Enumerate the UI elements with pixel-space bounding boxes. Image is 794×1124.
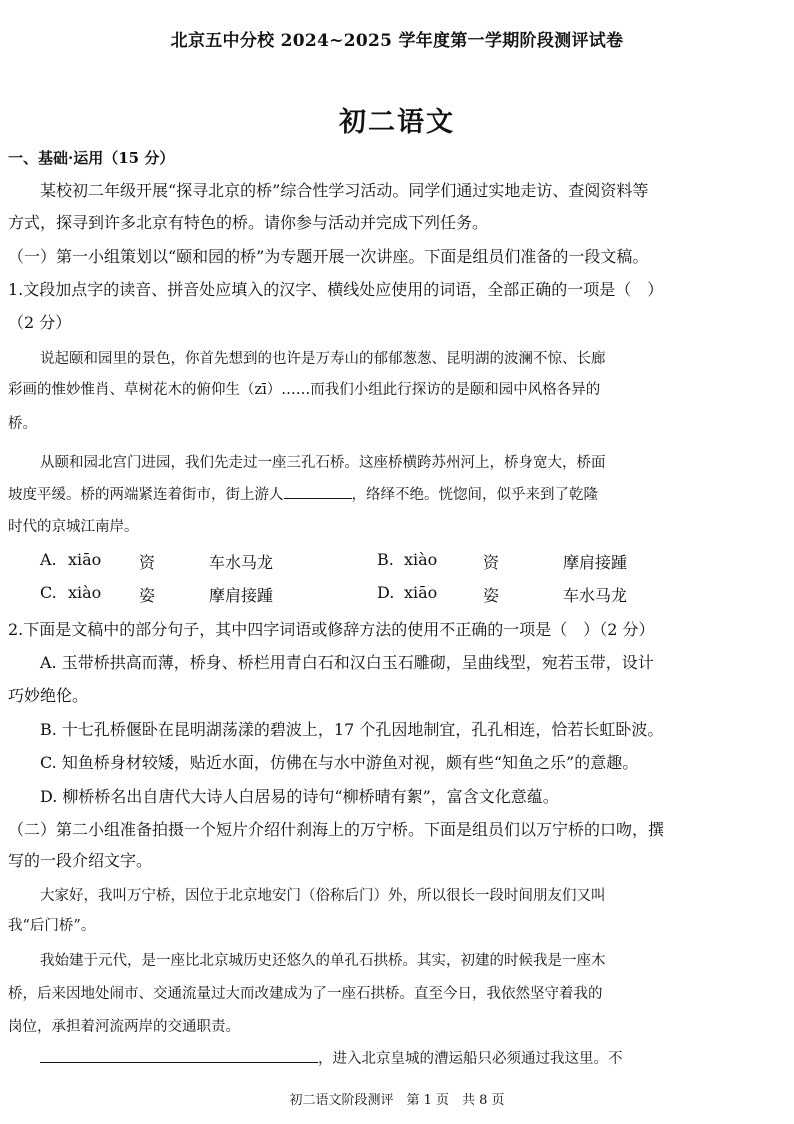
- q2-option-c: C. 知鱼桥身材较矮，贴近水面，仿佛在与水中游鱼对视，颇有些“知鱼之乐”的意趣。: [40, 753, 639, 772]
- passage1-line-1: 说起颐和园里的景色，你首先想到的也许是万寿山的郁郁葱葱、昆明湖的波澜不惊、长廊: [40, 351, 606, 367]
- question-2: 2.下面是文稿中的部分句子，其中四字词语或修辞方法的使用不正确的一项是（ ）（2 分）: [8, 620, 655, 639]
- q2-option-a-cont: 巧妙绝伦。: [8, 686, 89, 705]
- section-heading: 一、基础·运用（15 分）: [8, 149, 175, 167]
- answer-blank[interactable]: [284, 498, 352, 499]
- passage3-line-1: 大家好，我叫万宁桥，因位于北京地安门（俗称后门）外，所以很长一段时间朋友们又叫: [40, 888, 606, 904]
- option-pinyin: xiào: [404, 550, 438, 569]
- passage3-line-2: 我“后门桥”。: [8, 918, 96, 934]
- passage2-text-a: 坡度平缓。桥的两端紧连着街市，街上游人: [8, 487, 284, 503]
- exam-header: 北京五中分校 2024~2025 学年度第一学期阶段测评试卷: [170, 31, 624, 51]
- page-footer: 初二语文阶段测评 第 1 页 共 8 页: [289, 1093, 505, 1108]
- option-word: 摩肩接踵: [209, 586, 274, 605]
- option-pinyin: xiāo: [404, 583, 438, 602]
- passage1-line-2: 彩画的惟妙惟肖、草树花木的俯仰生（zī）……而我们小组此行探访的是颐和园中风格各异的: [8, 382, 601, 398]
- q2-option-a: A. 玉带桥拱高而薄，桥身、桥栏用青白石和汉白玉石雕砌，呈曲线型，宛若玉带，设计: [40, 653, 654, 672]
- q2-option-b: B. 十七孔桥偃卧在昆明湖荡漾的碧波上，17 个孔因地制宜，孔孔相连，恰若长虹卧波。: [40, 720, 664, 739]
- option-pinyin: xiāo: [68, 550, 102, 569]
- passage3-line-3: 我始建于元代，是一座比北京城历史还悠久的单孔石拱桥。其实，初建的时候我是一座木: [40, 953, 606, 969]
- question-1: 1.文段加点字的读音、拼音处应填入的汉字、横线处应使用的词语，全部正确的一项是（ ）: [8, 280, 664, 299]
- passage2-line-2: [8, 483, 598, 504]
- option-char: 资: [483, 553, 500, 572]
- passage3-line-4: 桥，后来因地处闹市、交通流量过大而改建成为了一座石拱桥。直至今日，我依然坚守着我的: [8, 986, 603, 1002]
- question-1-score: （2 分）: [8, 313, 72, 332]
- page-title: 初二语文: [339, 107, 455, 138]
- option-word: 车水马龙: [209, 553, 274, 572]
- passage1-line-3: 桥。: [8, 416, 37, 432]
- passage2-line-1: 从颐和园北宫门进园，我们先走过一座三孔石桥。这座桥横跨苏州河上，桥身宽大，桥面: [40, 455, 606, 471]
- passage3-last-text: ，进入北京皇城的漕运船只必须通过我这里。不: [318, 1051, 623, 1067]
- option-letter: C.: [40, 583, 57, 602]
- option-pinyin: xiào: [68, 583, 102, 602]
- intro-line-1: 某校初二年级开展“探寻北京的桥”综合性学习活动。同学们通过实地走访、查阅资料等: [40, 181, 649, 200]
- passage3-line-6: [40, 1047, 623, 1068]
- q2-option-d: D. 柳桥桥名出自唐代大诗人白居易的诗句“柳桥晴有絮”，富含文化意蕴。: [40, 787, 559, 806]
- passage3-line-5: 岗位，承担着河流两岸的交通职责。: [8, 1019, 240, 1035]
- part2-heading-cont: 写的一段介绍文字。: [8, 851, 153, 870]
- option-word: 车水马龙: [563, 586, 628, 605]
- part1-heading: （一）第一小组策划以“颐和园的桥”为专题开展一次讲座。下面是组员们准备的一段文稿。: [8, 247, 649, 266]
- option-char: 资: [139, 553, 156, 572]
- option-letter: B.: [377, 550, 394, 569]
- part2-heading: （二）第二小组准备拍摄一个短片介绍什刹海上的万宁桥。下面是组员们以万宁桥的口吻，撰: [8, 820, 665, 839]
- option-letter: D.: [377, 583, 395, 602]
- passage2-text-b: ，络绎不绝。恍惚间，似乎来到了乾隆: [351, 487, 598, 503]
- option-char: 姿: [139, 586, 156, 605]
- answer-blank-long[interactable]: [40, 1062, 318, 1063]
- passage2-line-3: 时代的京城江南岸。: [8, 519, 139, 535]
- option-letter: A.: [40, 550, 57, 569]
- option-word: 摩肩接踵: [563, 553, 628, 572]
- intro-line-2: 方式，探寻到许多北京有特色的桥。请你参与活动并完成下列任务。: [8, 213, 489, 232]
- option-char: 姿: [483, 586, 500, 605]
